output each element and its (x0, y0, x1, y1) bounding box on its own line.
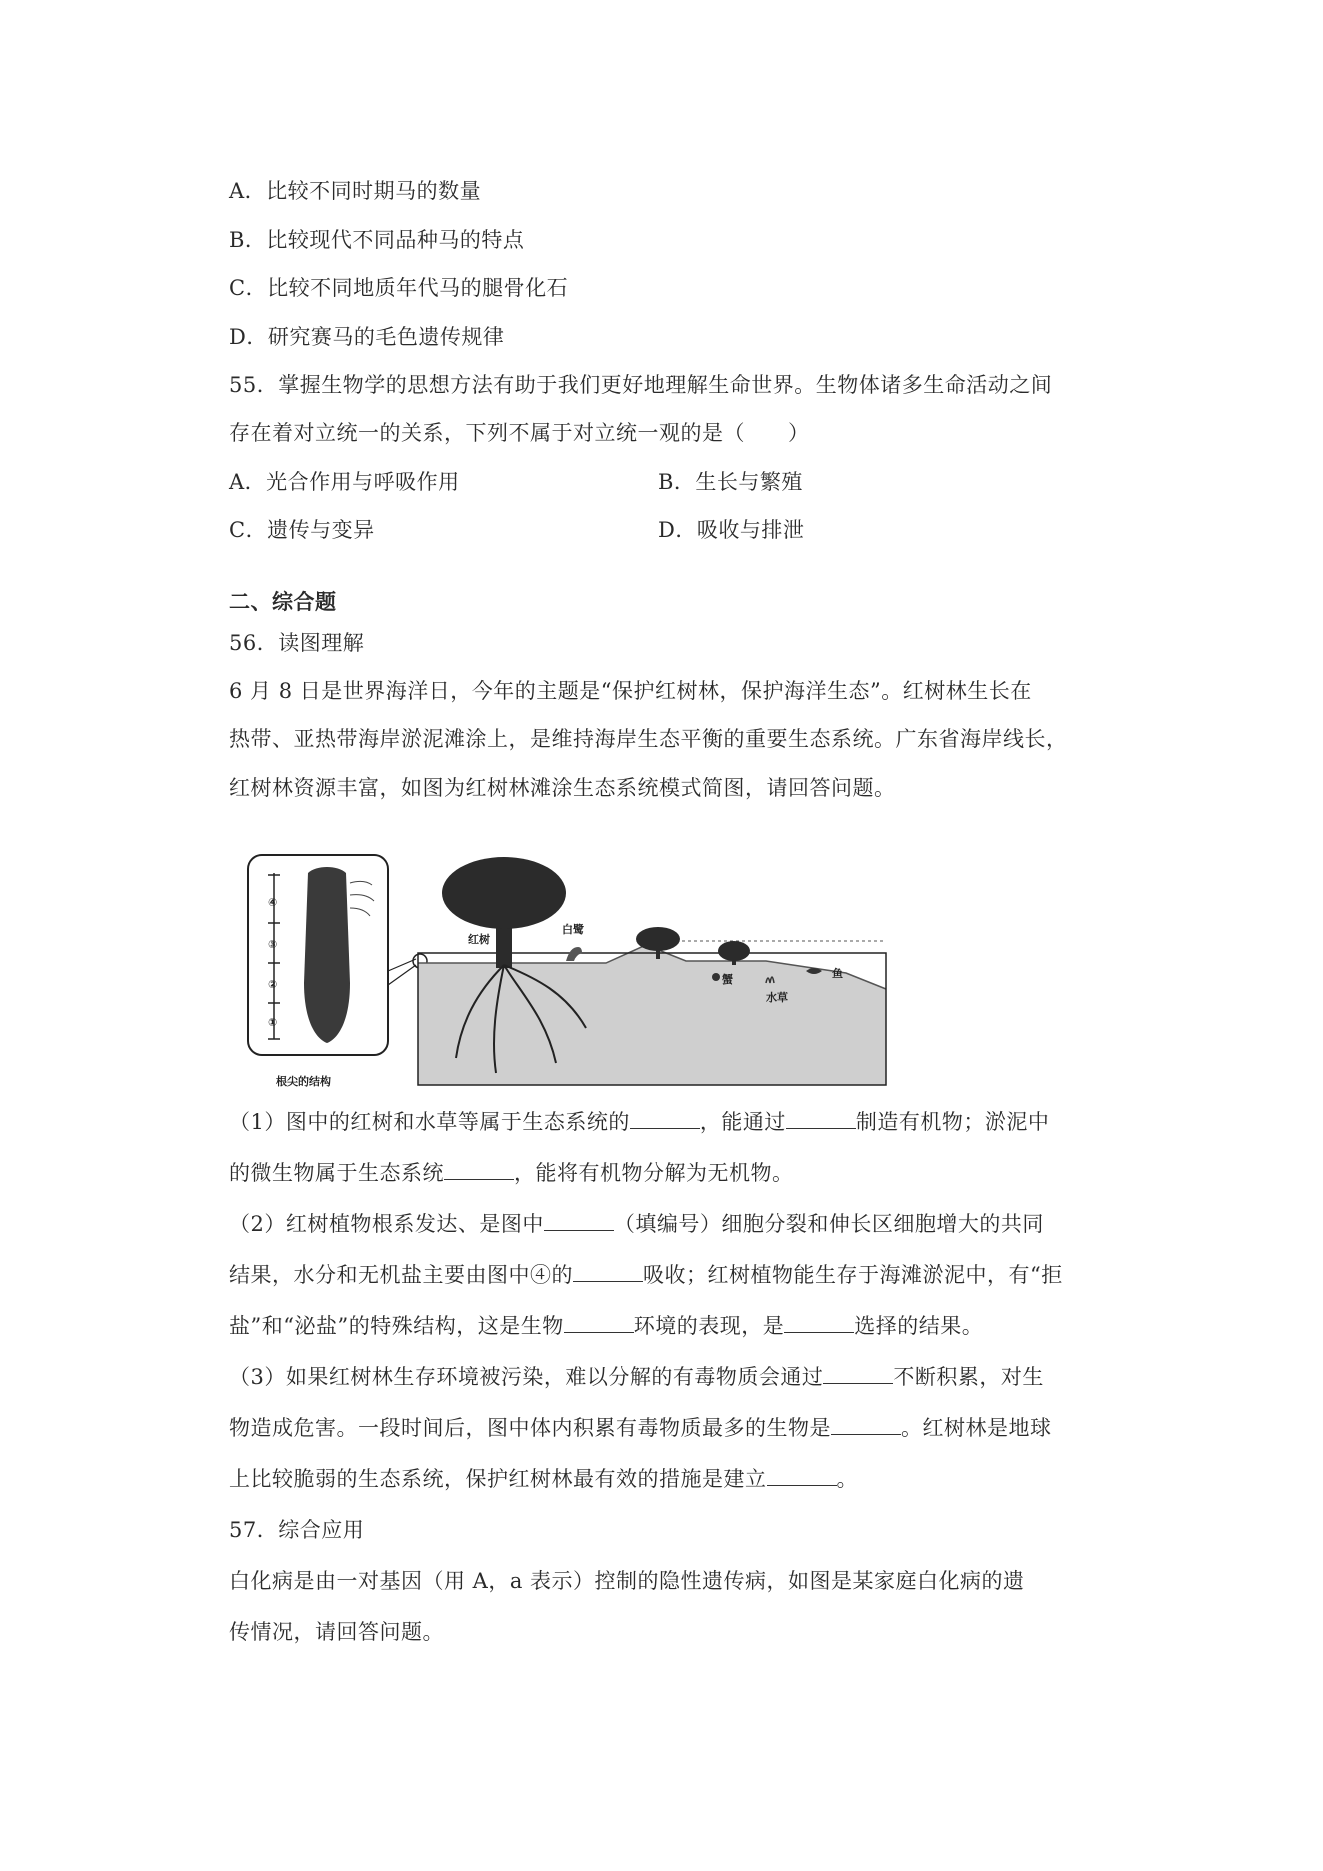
q57-line1: 白化病是由一对基因（用 A，a 表示）控制的隐性遗传病，如图是某家庭白化病的遗 (229, 1569, 1025, 1593)
mudflat-ground (418, 945, 886, 1085)
crab-drawing (712, 973, 720, 981)
q55-stem-line1: 55．掌握生物学的思想方法有助于我们更好地理解生命世界。生物体诸多生命活动之间 (229, 373, 1053, 397)
q56-part1-line2: 的微生物属于生态系统 ，能将有机物分解为无机物。 (229, 1161, 794, 1185)
fish-label: 鱼 (832, 967, 843, 980)
q56-intro-line2: 热带、亚热带海岸淤泥滩涂上，是维持海岸生态平衡的重要生态系统。广东省海岸线长， (229, 727, 1068, 751)
q54-option-d: D．研究赛马的毛色遗传规律 (229, 325, 505, 349)
q56-intro-line3: 红树林资源丰富，如图为红树林滩涂生态系统模式简图，请回答问题。 (229, 776, 896, 800)
q56-part2-line3: 盐”和“泌盐”的特殊结构，这是生物 环境的表现，是 选择的结果。 (229, 1314, 984, 1338)
q54-option-c: C．比较不同地质年代马的腿骨化石 (229, 276, 569, 300)
answer-blank[interactable] (630, 1110, 700, 1129)
q55-option-d: D．吸收与排泄 (658, 518, 805, 542)
q56-part1-line1: （1）图中的红树和水草等属于生态系统的 ，能通过 制造有机物；淤泥中 (229, 1110, 1050, 1134)
answer-blank[interactable] (786, 1110, 856, 1129)
q56-part2-line1: （2）红树植物根系发达、是图中 （填编号）细胞分裂和伸长区细胞增大的共同 (229, 1212, 1044, 1236)
mangrove-ecosystem-figure (246, 853, 896, 1093)
seagrass-label: 水草 (766, 991, 788, 1004)
mangrove-canopy (442, 857, 566, 929)
answer-blank[interactable] (564, 1314, 634, 1333)
crab-label: 蟹 (722, 973, 733, 986)
answer-blank[interactable] (784, 1314, 854, 1333)
q55-option-a: A．光合作用与呼吸作用 (229, 470, 460, 494)
root-tip-drawing (304, 867, 350, 1043)
zone-label-2: ② (268, 978, 278, 991)
q56-intro-line1: 6 月 8 日是世界海洋日，今年的主题是“保护红树林，保护海洋生态”。红树林生长在 (229, 679, 1032, 703)
q56-part3-line3: 上比较脆弱的生态系统，保护红树林最有效的措施是建立 。 (229, 1467, 858, 1491)
q56-part2-line2: 结果，水分和无机盐主要由图中④的 吸收；红树植物能生存于海滩淤泥中，有“拒 (229, 1263, 1063, 1287)
q57-line2: 传情况，请回答问题。 (229, 1620, 444, 1644)
answer-blank[interactable] (767, 1467, 837, 1486)
answer-blank[interactable] (831, 1416, 901, 1435)
answer-blank[interactable] (544, 1212, 614, 1231)
egret-label: 白鹭 (562, 923, 584, 936)
answer-blank[interactable] (823, 1365, 893, 1384)
answer-blank[interactable] (573, 1263, 643, 1282)
q55-stem-line2: 存在着对立统一的关系，下列不属于对立统一观的是（ ） (229, 421, 810, 445)
answer-blank[interactable] (444, 1161, 514, 1180)
mangrove-label: 红树 (468, 933, 490, 946)
q54-option-a: A．比较不同时期马的数量 (229, 179, 482, 203)
q56-part3-line1: （3）如果红树林生存环境被污染，难以分解的有毒物质会通过 不断积累，对生 (229, 1365, 1044, 1389)
q54-option-b: B．比较现代不同品种马的特点 (229, 228, 525, 252)
q56-heading: 56．读图理解 (229, 631, 365, 655)
zone-label-3: ③ (268, 938, 278, 951)
egret-drawing (566, 947, 582, 961)
zone-label-1: ① (268, 1016, 278, 1029)
zone-label-4: ④ (268, 896, 278, 909)
q57-heading: 57．综合应用 (229, 1518, 365, 1542)
q56-part3-line2: 物造成危害。一段时间后，图中体内积累有毒物质最多的生物是 。红树林是地球 (229, 1416, 1052, 1440)
q55-option-b: B．生长与繁殖 (658, 470, 803, 494)
section-title: 二、综合题 (229, 589, 337, 614)
q55-option-c: C．遗传与变异 (229, 518, 375, 542)
root-tip-caption: 根尖的结构 (276, 1075, 331, 1088)
